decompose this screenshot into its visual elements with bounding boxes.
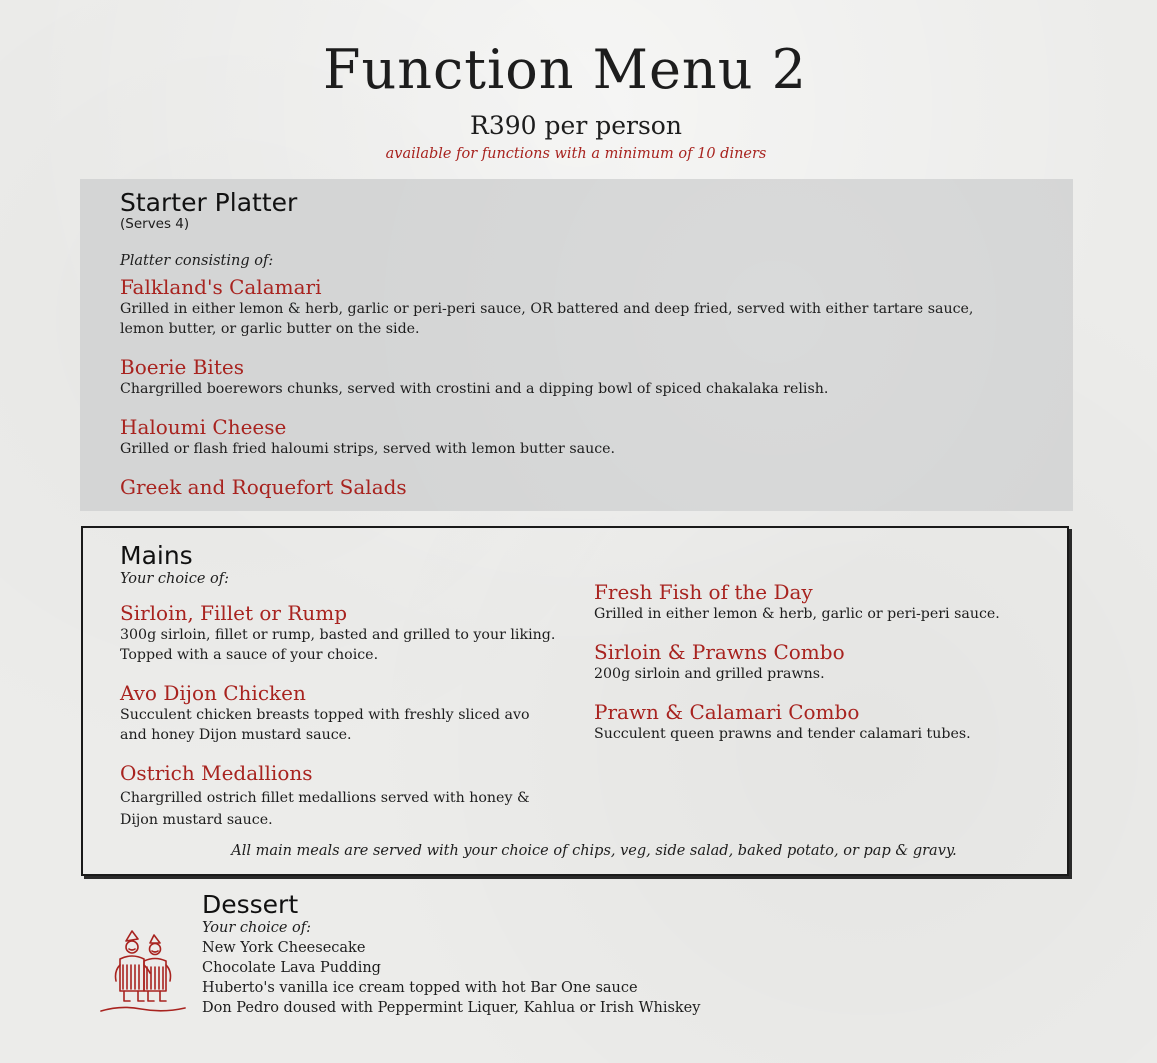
mains-item-desc: Grilled in either lemon & herb, garlic or peri-peri sauce. xyxy=(594,606,1000,622)
starter-item-desc: Grilled or flash fried haloumi strips, served with lemon butter sauce. xyxy=(120,441,616,457)
mains-title: Mains xyxy=(120,541,193,570)
price-per-person: R390 per person xyxy=(470,111,682,140)
starter-platter-panel xyxy=(80,179,1073,511)
starter-title: Starter Platter xyxy=(120,188,298,217)
mains-item-desc: 200g sirloin and grilled prawns. xyxy=(594,666,825,682)
chef-duo-logo-icon xyxy=(98,925,188,1017)
mains-item-name: Fresh Fish of the Day xyxy=(594,580,813,604)
dessert-item: Huberto's vanilla ice cream topped with hot Bar One sauce xyxy=(202,980,638,996)
starter-item-desc: Grilled in either lemon & herb, garlic or peri-peri sauce, OR battered and deep fried, served with either tartare sauce, lemon butter, or garlic butter on the side. xyxy=(120,301,974,337)
starter-item-desc: Chargrilled boerewors chunks, served with crostini and a dipping bowl of spiced chakalaka relish. xyxy=(120,381,829,397)
dessert-title: Dessert xyxy=(202,890,299,919)
mains-item-desc: 300g sirloin, fillet or rump, basted and grilled to your liking. Topped with a sauce of your choice. xyxy=(120,627,556,663)
mains-intro: Your choice of: xyxy=(120,571,230,587)
availability-note: available for functions with a minimum of 10 diners xyxy=(385,146,767,162)
starter-item-name: Greek and Roquefort Salads xyxy=(120,475,407,499)
dessert-intro: Your choice of: xyxy=(202,920,312,936)
dessert-item: Don Pedro doused with Peppermint Liquer, Kahlua or Irish Whiskey xyxy=(202,1000,701,1016)
mains-item-name: Avo Dijon Chicken xyxy=(120,681,306,705)
mains-item-desc: Chargrilled ostrich fillet medallions served with honey & Dijon mustard sauce. xyxy=(120,790,530,828)
starter-item-name: Boerie Bites xyxy=(120,355,244,379)
page-title: Function Menu 2 xyxy=(322,38,808,101)
mains-item-desc: Succulent queen prawns and tender calamari tubes. xyxy=(594,726,971,742)
starter-serves: (Serves 4) xyxy=(120,216,190,232)
starter-item-name: Falkland's Calamari xyxy=(120,275,322,299)
dessert-item: New York Cheesecake xyxy=(202,940,366,956)
mains-item-name: Sirloin & Prawns Combo xyxy=(594,640,845,664)
starter-item-name: Haloumi Cheese xyxy=(120,415,287,439)
mains-item-name: Prawn & Calamari Combo xyxy=(594,700,860,724)
mains-item-name: Sirloin, Fillet or Rump xyxy=(120,601,348,625)
mains-item-name: Ostrich Medallions xyxy=(120,761,313,785)
dessert-item: Chocolate Lava Pudding xyxy=(202,960,381,976)
mains-footnote: All main meals are served with your choice of chips, veg, side salad, baked potato, or pap & gravy. xyxy=(231,843,957,859)
starter-intro: Platter consisting of: xyxy=(120,253,274,269)
mains-item-desc: Succulent chicken breasts topped with freshly sliced avo and honey Dijon mustard sauce. xyxy=(120,707,530,743)
